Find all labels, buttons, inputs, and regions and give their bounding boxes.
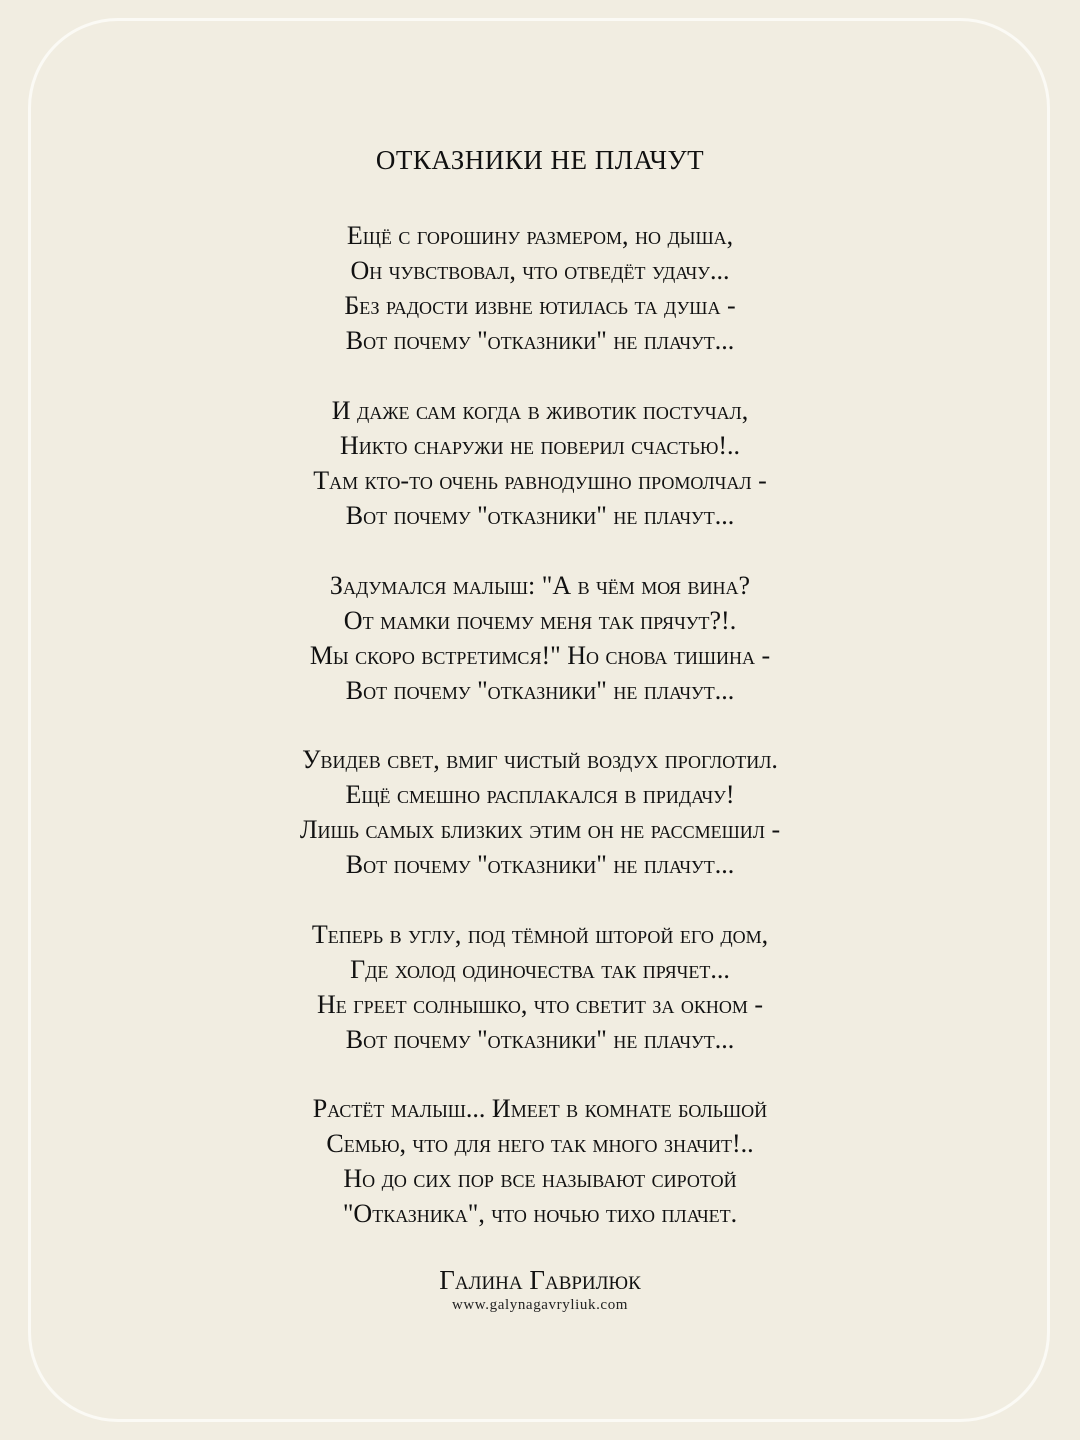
- poem-line: Но до сих пор все называют сиротой: [343, 1164, 737, 1193]
- poem-line: Задумался малыш: "А в чём моя вина?: [329, 571, 751, 600]
- poem-title: ОТКАЗНИКИ НЕ ПЛАЧУТ: [375, 145, 705, 175]
- author-website: www.galynagavryliuk.com: [451, 1297, 629, 1313]
- poem-line: Увидев свет, вмиг чистый воздух проглотил.: [302, 745, 778, 774]
- author-name: Галина Гаврилюк: [439, 1265, 641, 1295]
- poem-line: Вот почему "отказники" не плачут...: [345, 850, 735, 879]
- poem-line: Вот почему "отказники" не плачут...: [345, 676, 735, 705]
- poem-line: Вот почему "отказники" не плачут...: [345, 326, 735, 355]
- poem-line: Ещё с горошину размером, но дыша,: [346, 221, 734, 250]
- poem-line: Где холод одиночества так прячет...: [350, 955, 730, 984]
- poem-line: Мы скоро встретимся!" Но снова тишина -: [309, 641, 771, 670]
- poem-line: И даже сам когда в животик постучал,: [331, 396, 749, 425]
- poem-line: Никто снаружи не поверил счастью!..: [339, 431, 741, 460]
- poem-line: Семью, что для него так много значит!..: [326, 1129, 754, 1158]
- poem-line: Теперь в углу, под тёмной шторой его дом,: [311, 920, 769, 949]
- poem-line: Ещё смешно расплакался в придачу!: [345, 780, 735, 809]
- poem-line: Там кто-то очень равнодушно промолчал -: [313, 466, 767, 495]
- poem-line: Растёт малыш... Имеет в комнате большой: [312, 1094, 768, 1123]
- poem-line: Он чувствовал, что отведёт удачу...: [350, 256, 730, 285]
- stanza-6: [0, 1091, 1080, 1231]
- poem-line: Вот почему "отказники" не плачут...: [345, 501, 735, 530]
- stanza-4: [0, 742, 1080, 882]
- poem-line: "Отказника", что ночью тихо плачет.: [342, 1199, 738, 1228]
- stanza-3: [0, 568, 1080, 708]
- stanza-5: [0, 917, 1080, 1057]
- poem-line: Лишь самых близких этим он не рассмешил -: [299, 815, 781, 844]
- stanza-1: [0, 218, 1080, 358]
- stanza-2: [0, 393, 1080, 533]
- poem-line: Вот почему "отказники" не плачут...: [345, 1025, 735, 1054]
- poem-line: От мамки почему меня так прячут?!.: [343, 606, 737, 635]
- poem-line: Без радости извне ютилась та душа -: [344, 291, 736, 320]
- poem-line: Не греет солнышко, что светит за окном -: [316, 990, 764, 1019]
